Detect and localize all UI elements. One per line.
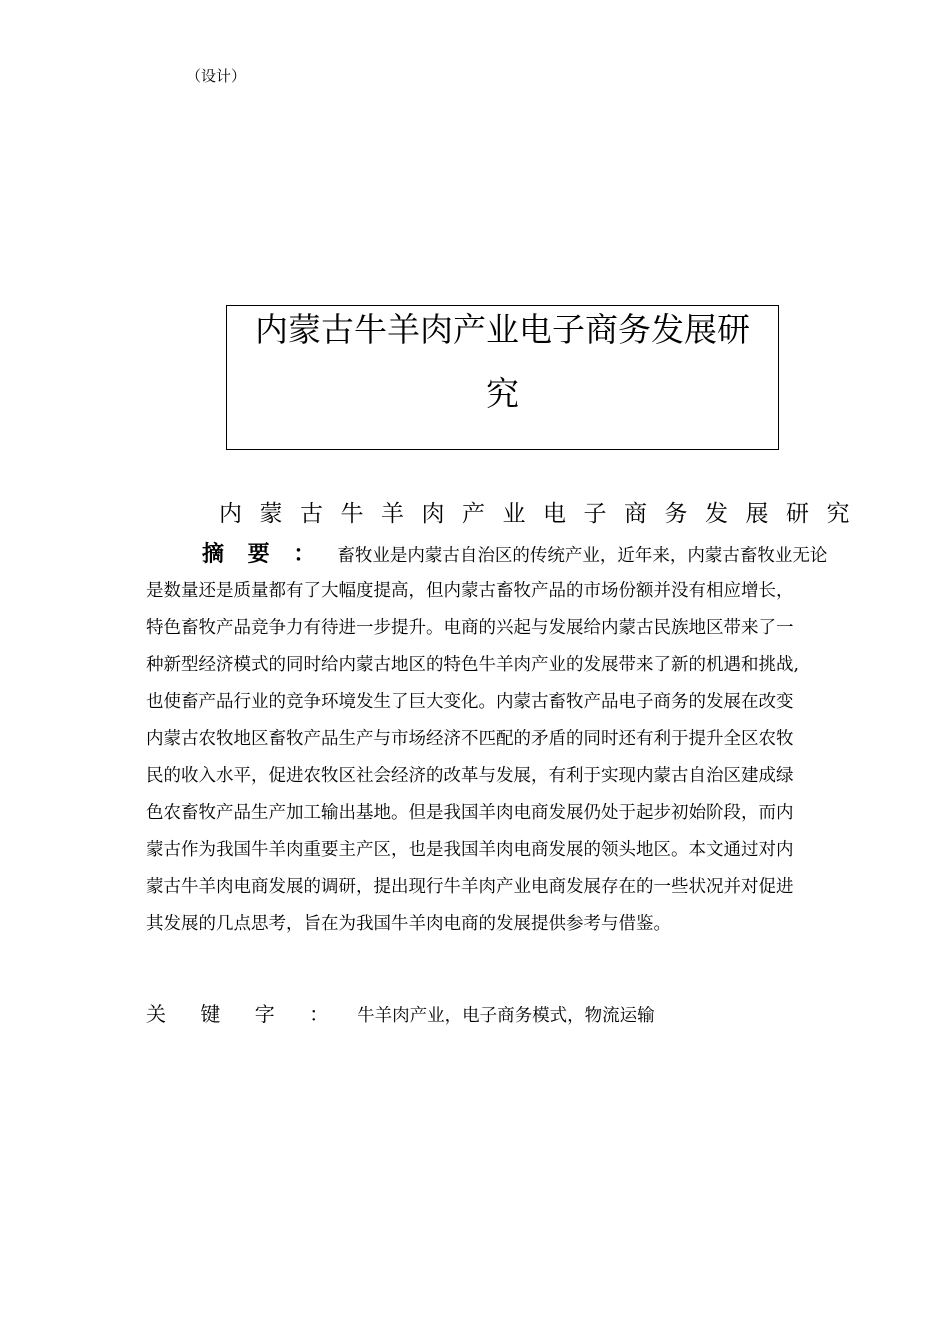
abstract-line-5: 也使畜产品行业的竞争环境发生了巨大变化。内蒙古畜牧产品电子商务的发展在改变 bbox=[146, 692, 794, 712]
title-box bbox=[226, 305, 779, 450]
abstract-line-10: 蒙古牛羊肉电商发展的调研，提出现行牛羊肉产业电商发展存在的一些状况并对促进 bbox=[146, 877, 794, 897]
abstract-text: 畜牧业是内蒙古自治区的传统产业，近年来，内蒙古畜牧业无论 bbox=[337, 546, 828, 566]
abstract-line-1 bbox=[146, 536, 856, 573]
keywords-section bbox=[146, 998, 655, 1032]
abstract-line-4: 种新型经济模式的同时给内蒙古地区的特色牛羊肉产业的发展带来了新的机遇和挑战, bbox=[146, 655, 800, 675]
header-note: （设计） bbox=[186, 67, 247, 85]
abstract-line-3: 特色畜牧产品竞争力有待进一步提升。电商的兴起与发展给内蒙古民族地区带来了一 bbox=[146, 618, 794, 638]
abstract-line-6: 内蒙古农牧地区畜牧产品生产与市场经济不匹配的矛盾的同时还有利于提升全区农牧 bbox=[146, 729, 794, 749]
title-line-2: 究 bbox=[486, 374, 519, 413]
abstract-line-9: 蒙古作为我国牛羊肉重要主产区，也是我国羊肉电商发展的领头地区。本文通过对内 bbox=[146, 840, 794, 860]
abstract-line-11: 其发展的几点思考，旨在为我国牛羊肉电商的发展提供参考与借鉴。 bbox=[146, 914, 671, 934]
keywords-value: 牛羊肉产业，电子商务模式，物流运输 bbox=[357, 1006, 655, 1026]
abstract-line-8: 色农畜牧产品生产加工输出基地。但是我国羊肉电商发展仍处于起步初始阶段，而内 bbox=[146, 803, 794, 823]
keywords-label: 关 键 字 ： bbox=[146, 1002, 344, 1026]
abstract-label: 摘 要 ： bbox=[202, 542, 324, 567]
abstract-section bbox=[146, 536, 856, 943]
title-line-1: 内蒙古牛羊肉产业电子商务发展研 bbox=[255, 310, 750, 349]
abstract-line-2: 是数量还是质量都有了大幅度提高，但内蒙古畜牧产品的市场份额并没有相应增长， bbox=[146, 581, 794, 601]
abstract-line-7: 民的收入水平，促进农牧区社会经济的改革与发展，有利于实现内蒙古自治区建成绿 bbox=[146, 766, 794, 786]
document-title: 内蒙古牛羊肉产业电子商务发展研究 bbox=[219, 501, 867, 527]
